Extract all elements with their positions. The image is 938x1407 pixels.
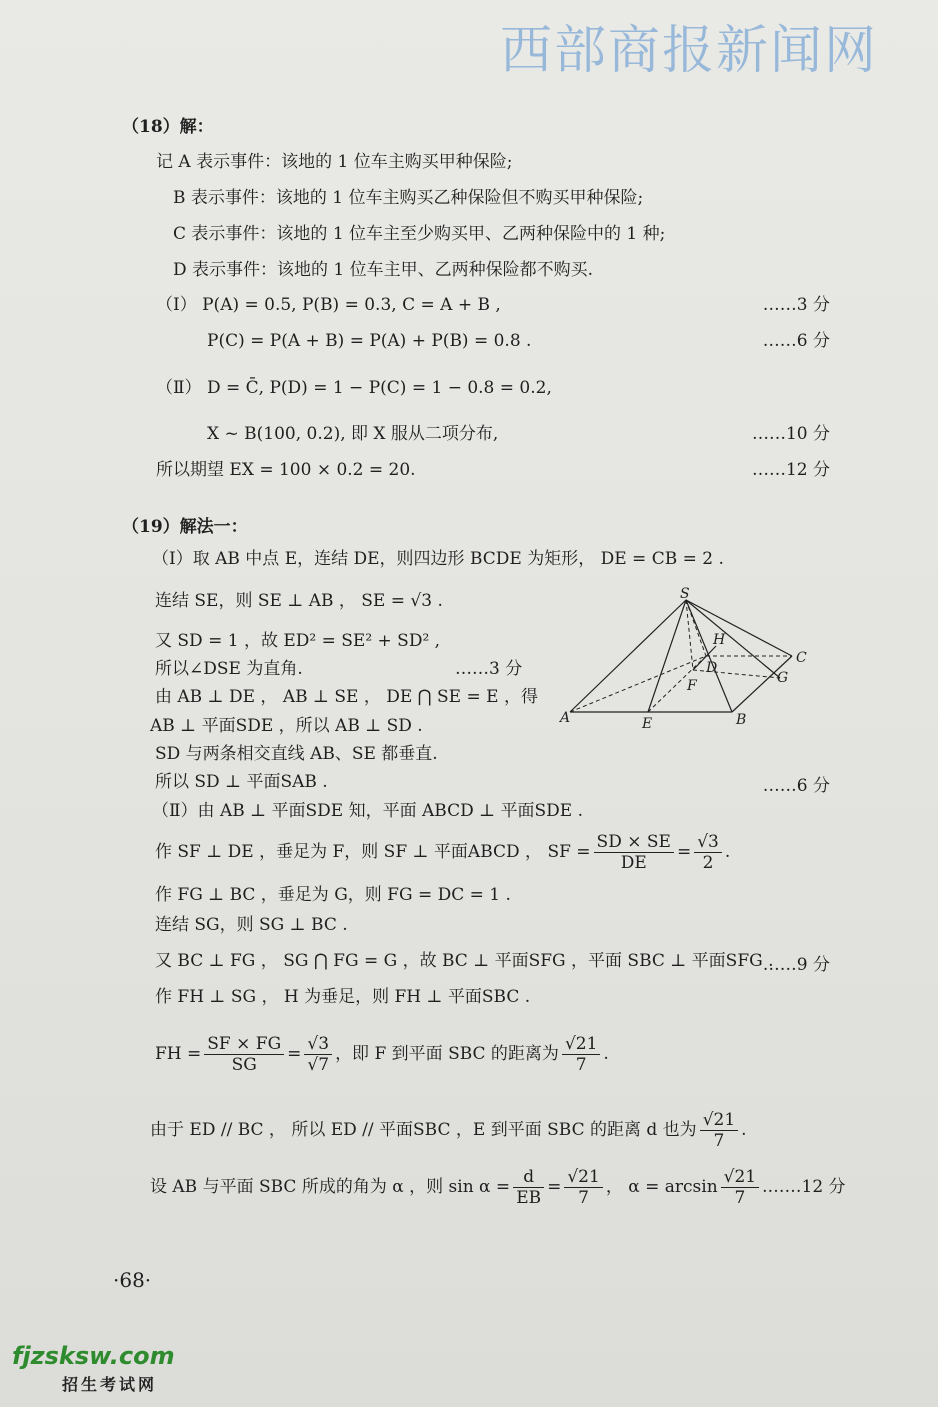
vertex-label-s: S [680, 586, 690, 602]
p19-line-3: 又 SD = 1 ，故 ED² = SE² + SD² , [155, 631, 441, 651]
problem-18-heading: （18）解： [122, 117, 214, 137]
vertex-label-f: F [687, 678, 697, 694]
logo-text: fjzsksw.com [12, 1342, 175, 1370]
equals-sign: = [547, 1177, 562, 1197]
p19-line-8: 所以 SD ⊥ 平面SAB . [155, 772, 328, 792]
vertex-label-a: A [560, 710, 571, 726]
fraction-numerator: √3 [694, 832, 722, 853]
p19-line-10-text: 作 SF ⊥ DE ，垂足为 F，则 SF ⊥ 平面ABCD ， SF = [155, 842, 591, 862]
vertex-label-h: H [713, 632, 726, 648]
problem-19-heading: （19）解法一： [122, 517, 248, 537]
segment-sf-hidden [686, 600, 693, 670]
p18-score-6: ……6 分 [762, 331, 830, 351]
fraction-d-over-eb [513, 1167, 544, 1208]
edge-ad-hidden [570, 656, 706, 712]
p18-line-1: 记 A 表示事件：该地的 1 位车主购买甲种保险; [156, 152, 513, 172]
fraction-sdse-over-de [594, 832, 674, 873]
vertex-label-g: G [777, 670, 789, 686]
fraction-denominator: 7 [713, 1131, 725, 1151]
vertex-label-b: B [736, 712, 747, 728]
p18-score-3: ……3 分 [762, 295, 830, 315]
period: . [724, 842, 731, 862]
fraction-numerator: SF × FG [204, 1034, 284, 1055]
fraction-denominator: SG [231, 1055, 257, 1075]
fraction-numerator: √21 [562, 1034, 600, 1055]
p19-score-12: ……12 分 [767, 1177, 846, 1197]
p18-line-2: B 表示事件：该地的 1 位车主购买乙种保险但不购买甲种保险; [173, 188, 644, 208]
fraction-denominator: 7 [578, 1188, 589, 1208]
equals-sign: = [287, 1044, 302, 1064]
p19-line-15-lhs: FH = [155, 1044, 202, 1064]
p19-score-3: ……3 分 [455, 659, 523, 679]
p18-score-12: ……12 分 [751, 460, 830, 480]
p18-line-4: D 表示事件：该地的 1 位车主甲、乙两种保险都不购买. [173, 260, 594, 280]
fraction-numerator: √3 [304, 1034, 332, 1055]
fraction-numerator: √21 [721, 1167, 759, 1188]
p19-line-17 [150, 1165, 846, 1209]
period: . [741, 1120, 747, 1140]
p18-line-9: 所以期望 EX = 100 × 0.2 = 20. [156, 460, 416, 480]
p18-line-8: X ~ B(100, 0.2), 即 X 服从二项分布, [207, 424, 499, 444]
fraction-sqrt3-over-2 [694, 832, 722, 873]
site-logo [8, 1342, 198, 1398]
vertex-label-d: D [706, 660, 718, 676]
edge-sa [570, 600, 686, 712]
segment-ed-hidden [648, 656, 706, 712]
fraction-numerator: √21 [564, 1167, 602, 1188]
p18-line-5: （Ⅰ） P(A) = 0.5, P(B) = 0.3, C = A + B , [156, 295, 501, 315]
watermark-text: 西部商报新闻网 [500, 21, 879, 81]
vertex-label-c: C [796, 650, 807, 666]
fraction-denominator: √7 [307, 1055, 330, 1075]
p19-line-2: 连结 SE，则 SE ⊥ AB ， SE = √3 . [155, 591, 443, 611]
p19-line-5: 由 AB ⊥ DE ， AB ⊥ SE ， DE ⋂ SE = E ，得 [155, 687, 538, 707]
fraction-denominator: DE [620, 853, 647, 873]
fraction-sqrt3-over-sqrt7 [304, 1034, 332, 1075]
p19-line-15 [155, 1032, 609, 1076]
p18-line-3: C 表示事件：该地的 1 位车主至少购买甲、乙两种保险中的 1 种; [173, 224, 666, 244]
p19-line-16-text: 由于 ED // BC ， 所以 ED // 平面SBC ，E 到平面 SBC 的距离 d 也为 [150, 1120, 697, 1140]
p19-line-15-mid: ，即 F 到平面 SBC 的距离为 [335, 1044, 559, 1064]
p19-score-9: ……9 分 [762, 955, 830, 975]
p19-line-17-mid: ， α = arcsin [605, 1177, 718, 1197]
equals-sign: = [676, 842, 692, 862]
fraction-numerator: √21 [700, 1110, 738, 1131]
p19-line-1: （Ⅰ）取 AB 中点 E，连结 DE，则四边形 BCDE 为矩形， DE = CB = 2 . [152, 549, 724, 569]
p19-line-11: 作 FG ⊥ BC ，垂足为 G，则 FG = DC = 1 . [155, 885, 511, 905]
p19-line-12: 连结 SG，则 SG ⊥ BC . [155, 915, 348, 935]
period: . [603, 1044, 609, 1064]
edge-sc [686, 600, 792, 656]
p19-score-6: ……6 分 [762, 776, 830, 796]
p19-line-9: （Ⅱ）由 AB ⊥ 平面SDE 知，平面 ABCD ⊥ 平面SDE . [152, 801, 584, 821]
p18-score-10: ……10 分 [751, 424, 830, 444]
p19-line-7: SD 与两条相交直线 AB、SE 都垂直. [155, 744, 438, 764]
p19-line-17-text: 设 AB 与平面 SBC 所成的角为 α ，则 sin α = [150, 1177, 511, 1197]
edge-sg [686, 600, 780, 678]
fraction-sqrt21-over-7 [562, 1034, 600, 1075]
edge-se [648, 600, 686, 712]
fraction-denominator: 7 [734, 1188, 746, 1208]
p18-line-6: P(C) = P(A + B) = P(A) + P(B) = 0.8 . [207, 331, 532, 351]
period: . [762, 1177, 768, 1197]
fraction-denominator: 2 [702, 853, 714, 873]
p19-line-6: AB ⊥ 平面SDE ，所以 AB ⊥ SD . [150, 716, 423, 736]
fraction-denominator: EB [516, 1188, 542, 1208]
p19-line-10 [155, 830, 730, 874]
page-number: ·68· [113, 1268, 152, 1292]
fraction-sqrt21-over-7 [700, 1110, 738, 1151]
p19-line-14: 作 FH ⊥ SG ， H 为垂足，则 FH ⊥ 平面SBC . [155, 987, 531, 1007]
fraction-sqrt21-over-7 [564, 1167, 602, 1208]
fraction-denominator: 7 [575, 1055, 587, 1075]
vertex-label-e: E [642, 716, 653, 732]
fraction-numerator: d [513, 1167, 544, 1188]
fraction-sqrt21-over-7 [721, 1167, 759, 1208]
logo-subtitle: 招生考试网 [62, 1375, 158, 1394]
p19-line-16 [150, 1108, 747, 1152]
fraction-sffg-over-sg [204, 1034, 284, 1075]
p18-line-7: （Ⅱ） D = C̄, P(D) = 1 − P(C) = 1 − 0.8 = 0.2, [156, 378, 552, 398]
pyramid-figure [556, 586, 816, 736]
fraction-numerator: SD × SE [594, 832, 674, 853]
p19-line-4: 所以∠DSE 为直角. [155, 659, 303, 679]
p19-line-13: 又 BC ⊥ FG ， SG ⋂ FG = G ，故 BC ⊥ 平面SFG ，平面 SBC ⊥ 平面SFG . [155, 951, 774, 971]
